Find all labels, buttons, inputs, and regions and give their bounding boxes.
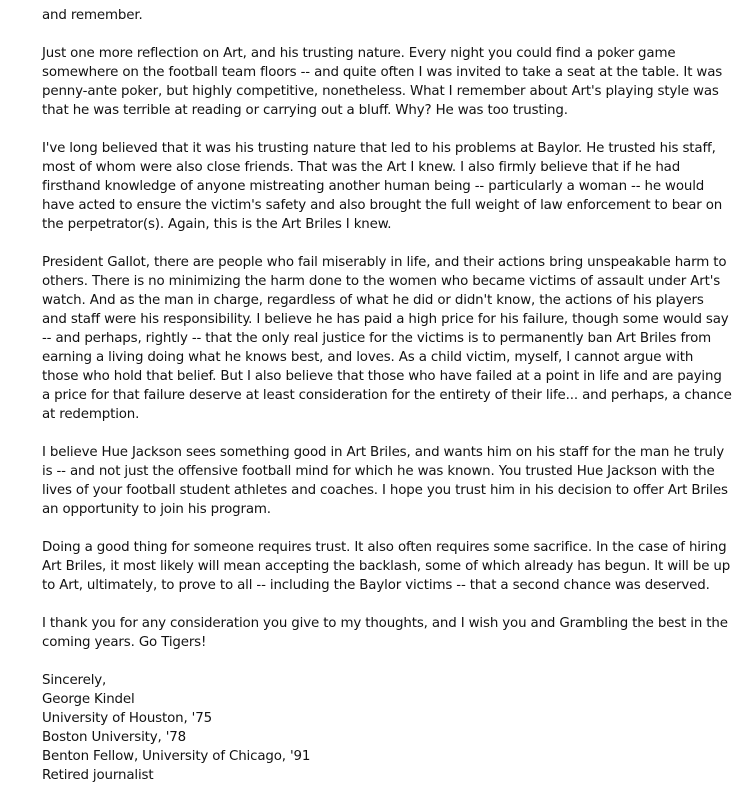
signature-name: George Kindel	[42, 692, 135, 707]
paragraph-trust-sacrifice: Doing a good thing for someone requires trust. It also often requires some sacrifice. In the case of hiring Art Briles, it most likely will mean accepting the backlash, some of which already has begun. It will be up to Art, ultimately, to prove to all -- including the Baylor victims -- that a second chance was deserved.	[42, 540, 731, 593]
letter-body	[42, 6, 732, 785]
signature-block	[42, 671, 732, 785]
paragraph-thanks: I thank you for any consideration you give to my thoughts, and I wish you and Grambling the best in the coming years. Go Tigers!	[42, 616, 728, 650]
paragraph-president-gallot: President Gallot, there are people who fail miserably in life, and their actions bring unspeakable harm to others. There is no minimizing the harm done to the women who became victims of assault under Art's watch. And as the man in charge, regardless of what he did or didn't know, the actions of his players and staff were his responsibility. I believe he has paid a high price for his failure, though some would say -- and perhaps, rightly -- that the only real justice for the victims is to permanently ban Art Briles from earning a living doing what he knows best, and loves. As a child victim, myself, I cannot argue with those who hold that belief. But I also believe that those who have failed at a point in life and are paying a price for that failure deserve at least consideration for the entirety of their life... and perhaps, a chance at redemption.	[42, 255, 732, 422]
paragraph-poker-reflection: Just one more reflection on Art, and his trusting nature. Every night you could find a poker game somewhere on the football team floors -- and quite often I was invited to take a seat at the table. It was penny-ante poker, but highly competitive, nonetheless. What I remember about Art's playing style was that he was terrible at reading or carrying out a bluff. Why? He was too trusting.	[42, 46, 723, 118]
paragraph-closing-fragment: and remember.	[42, 8, 143, 23]
signature-credential: University of Houston, '75	[42, 711, 212, 726]
signature-title: Retired journalist	[42, 768, 154, 783]
signature-credential: Benton Fellow, University of Chicago, '91	[42, 749, 311, 764]
signature-closing: Sincerely,	[42, 673, 107, 688]
paragraph-trusting-nature: I've long believed that it was his trusting nature that led to his problems at Baylor. He trusted his staff, most of whom were also close friends. That was the Art I knew. I also firmly believe that if he had firsthand knowledge of anyone mistreating another human being -- particularly a woman -- he would have acted to ensure the victim's safety and also brought the full weight of law enforcement to bear on the perpetrator(s). Again, this is the Art Briles I knew.	[42, 141, 723, 232]
signature-credential: Boston University, '78	[42, 730, 187, 745]
paragraph-hue-jackson: I believe Hue Jackson sees something good in Art Briles, and wants him on his staff for the man he truly is -- and not just the offensive football mind for which he was known. You trusted Hue Jackson with the lives of your football student athletes and coaches. I hope you trust him in his decision to offer Art Briles an opportunity to join his program.	[42, 445, 728, 517]
